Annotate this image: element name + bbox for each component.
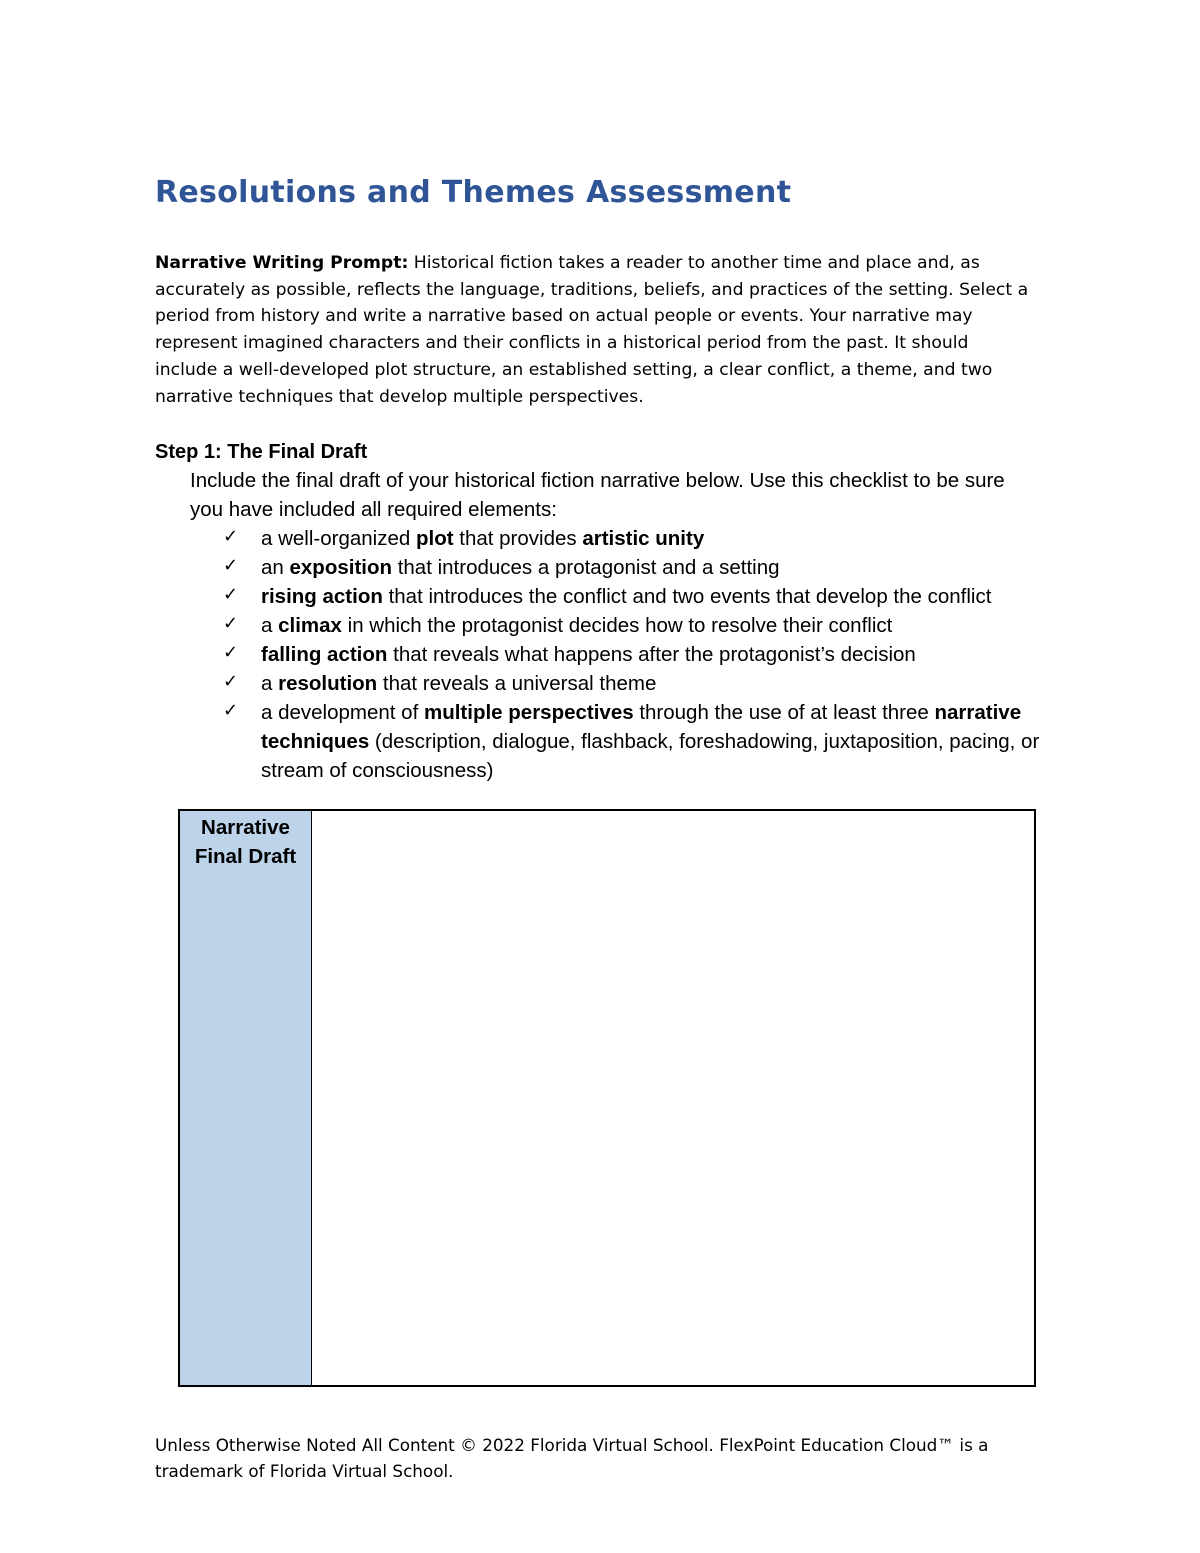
checklist-item: ✓ a well-organized plot that provides artistic unity (223, 526, 705, 550)
copyright-footer: Unless Otherwise Noted All Content © 2022 Florida Virtual School. FlexPoint Education Cloud™ is a trademark of Florida Virtual School. (155, 1435, 989, 1481)
prompt-label: Narrative Writing Prompt: (155, 253, 409, 273)
checkmark-icon: ✓ (223, 584, 239, 605)
narrative-draft-input[interactable] (312, 811, 1034, 1385)
checkmark-icon: ✓ (223, 555, 239, 576)
page-title: Resolutions and Themes Assessment (155, 175, 792, 210)
requirements-checklist (223, 524, 1053, 785)
writing-prompt (155, 250, 1035, 410)
checkmark-icon: ✓ (223, 700, 239, 721)
draft-label-line1: Narrative (201, 816, 290, 839)
step-1-heading: Step 1: The Final Draft (155, 441, 368, 463)
checklist-item: ✓ an exposition that introduces a protagonist and a setting (223, 555, 780, 579)
prompt-text: Historical fiction takes a reader to another time and place and, as accurately as possible, reflects the language, traditions, beliefs, and practices of the setting. Select a period from history and write a narrative based on actual people or events. Your narrative may represent imagined characters and their conflicts in a historical period from the past. It should include a well-developed plot structure, an established setting, a clear conflict, a theme, and two narrative techniques that develop multiple perspectives. (155, 253, 1029, 407)
checklist-item: ✓ a development of multiple perspectives through the use of at least three narrative techniques (description, dialogue, flashback, foreshadowing, juxtaposition, pacing, or stream of consciousness) (223, 700, 1040, 782)
step-1-instructions: Include the final draft of your historical fiction narrative below. Use this checklist to be sure you have included all required elements: (190, 469, 1005, 521)
draft-label-cell (180, 811, 312, 1385)
checkmark-icon: ✓ (223, 642, 239, 663)
checklist-item: ✓ a resolution that reveals a universal theme (223, 671, 657, 695)
checkmark-icon: ✓ (223, 613, 239, 634)
checklist-item: ✓ rising action that introduces the conflict and two events that develop the conflict (223, 584, 992, 608)
checkmark-icon: ✓ (223, 526, 239, 547)
checklist-item: ✓ a climax in which the protagonist decides how to resolve their conflict (223, 613, 893, 637)
final-draft-table (178, 809, 1036, 1387)
checkmark-icon: ✓ (223, 671, 239, 692)
draft-label-line2: Final Draft (194, 845, 297, 868)
checklist-item: ✓ falling action that reveals what happens after the protagonist’s decision (223, 642, 916, 666)
